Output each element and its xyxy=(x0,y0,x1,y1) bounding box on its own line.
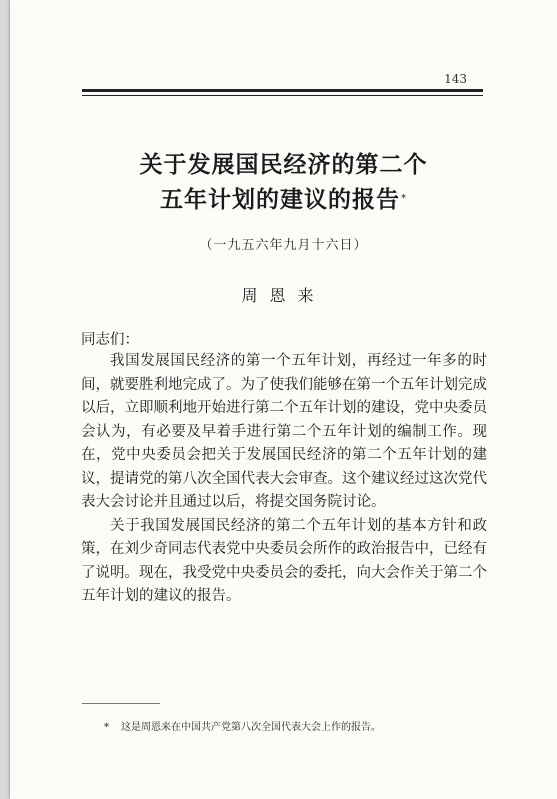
footnote-marker: * xyxy=(104,722,109,733)
title-line-2 xyxy=(50,183,517,218)
book-page xyxy=(10,0,557,799)
page-number: 143 xyxy=(444,72,467,86)
footnote-text: 这是周恩来在中国共产党第八次全国代表大会上作的报告。 xyxy=(121,722,381,733)
report-date: （一九五六年九月十六日） xyxy=(199,238,368,253)
paragraph-1: 我国发展国民经济的第一个五年计划，再经过一年多的时间，就要胜利地完成了。为了使我们能够在第一个五年计划完成以后，立即顺利地开始进行第二个五年计划的建设，党中央委员会认为，有必要及早着手进行第二个五年计划的编制工作。现在，党中央委员会把关于发展国民经济的第二个五年计划的建议，提请党的第八次全国代表大会审查。这个建议经过这次党代表大会讨论并且通过以后，将提交国务院讨论。 xyxy=(81,353,487,510)
title-line-1: 关于发展国民经济的第二个 xyxy=(139,152,428,178)
title-line-2-text: 五年计划的建议的报告 xyxy=(160,187,400,213)
body-text xyxy=(81,350,487,609)
footnote xyxy=(104,718,381,733)
paragraph-2: 关于我国发展国民经济的第二个五年计划的基本方针和政策，在刘少奇同志代表党中央委员会所作的政治报告中，已经有了说明。现在，我受党中央委员会的委托，向大会作关于第二个五年计划的建议的报告。 xyxy=(81,517,487,604)
page-title xyxy=(50,148,517,218)
header-rule-thick xyxy=(82,89,483,92)
header-rule-thin xyxy=(82,95,483,96)
author-name: 周恩来 xyxy=(241,286,326,305)
title-footnote-marker: * xyxy=(401,193,407,204)
footnote-rule xyxy=(82,703,160,704)
salutation: 同志们： xyxy=(81,332,139,348)
